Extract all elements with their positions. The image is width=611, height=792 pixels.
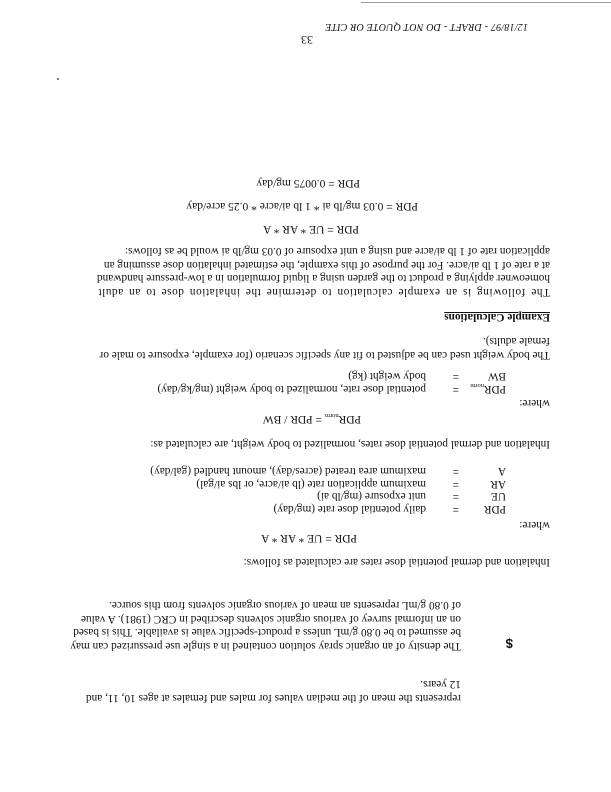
where-label: where:: [519, 519, 550, 531]
scan-speck: [58, 79, 60, 81]
definition-symbol: BW: [487, 370, 506, 383]
definition-symbol: A: [497, 465, 506, 478]
section1-intro: Inhalation and dermal potential dose rates are calculated as follows:: [243, 556, 550, 568]
text-line: homeowner applying a product to the garden using a liquid formulation in a low-pressure handwand: [96, 272, 550, 285]
where-label: where:: [519, 397, 550, 409]
definition-description: body weight (kg): [348, 370, 426, 383]
equation-subscript: norm: [324, 412, 339, 419]
definition-equals: =: [452, 478, 459, 490]
page-number: 33: [301, 33, 313, 47]
definition-equals: =: [452, 383, 459, 395]
text-line: female adults).: [482, 335, 550, 348]
bullet-marker: $: [505, 636, 513, 651]
definition-description: potential dose rate, normalized to body weight (mg/kg/day): [157, 383, 426, 395]
definition-description: daily potential dose rate (mg/day): [273, 503, 426, 515]
text-line: be assumed to be 0.80 g/mL unless a product-specific value is available. This is based: [73, 626, 461, 639]
pdr-equation: PDR = UE * AR * A: [261, 532, 357, 544]
definition-equals: =: [452, 503, 459, 515]
text-line: on an informal survey of various organic solvents described in CRC (1981). A value: [80, 612, 461, 625]
definition-symbol: AR: [490, 478, 506, 490]
definition-equals: =: [452, 490, 459, 503]
definition-description: unit exposure (mg/lb ai): [317, 490, 426, 503]
definition-symbol: $PDR_{norm}$: [470, 382, 506, 395]
equation-lhs: PDR: [338, 413, 361, 425]
example-paragraph: [97, 244, 550, 298]
draft-notice: 12/18/97 - DRAFT - DO NOT QUOTE OR CITE: [325, 21, 528, 32]
text-line: The following is an example calculation to determine the inhalation dose to an adult: [97, 286, 550, 298]
example-equation-substituted: PDR = 0.03 mg/lb ai * 1 lb ai/acre * 0.25 acre/day: [186, 200, 418, 212]
pdr-norm-equation: [263, 408, 361, 425]
body-weight-note: [100, 334, 550, 361]
example-equation-result: PDR = 0.0075 mg/day: [256, 177, 360, 189]
text-line: application rate of 1 lb ai/acre and using a unit exposure of 0.03 mg/lb ai would be as follows:: [124, 245, 550, 258]
intro-paragraph: [86, 677, 461, 704]
definition-symbol: UE: [490, 490, 506, 503]
example-heading: Example Calculations: [444, 311, 550, 323]
top-rule: [361, 2, 611, 3]
equation-rhs: = PDR / BW: [262, 413, 325, 425]
section2-intro: Inhalation and dermal potential dose rates, normalized to body weight, are calculated as:: [150, 438, 550, 450]
definition-description: maximum application rate (lb ai/acre, or lbs ai/gal): [196, 478, 426, 490]
text-line: represents the mean of the median values for males and females at ages 10, 11, and: [85, 692, 461, 704]
text-line: at a rate of 1 lb ai/acre. For the purpose of this example, the estimated inhalation dose assuming an: [103, 258, 550, 271]
text-line: The body weight used can be adjusted to fit any specific scenario (for example, exposure to male or: [99, 349, 550, 361]
definition-symbol: PDR: [484, 503, 506, 515]
definition-equals: =: [452, 465, 459, 478]
text-line: The density of an organic spray solution contained in a single use pressurized can may: [70, 640, 461, 652]
text-line: 12 years.: [420, 678, 461, 691]
definition-description: maximum area treated (acres/day), amount handled (gal/day): [150, 465, 426, 478]
example-equation-general: PDR = UE * AR * A: [263, 223, 359, 235]
bullet-paragraph: [70, 598, 461, 652]
text-line: of 0.80 g/mL represents an mean of various organic solvents from this source.: [108, 599, 461, 612]
definition-equals: =: [452, 370, 459, 383]
